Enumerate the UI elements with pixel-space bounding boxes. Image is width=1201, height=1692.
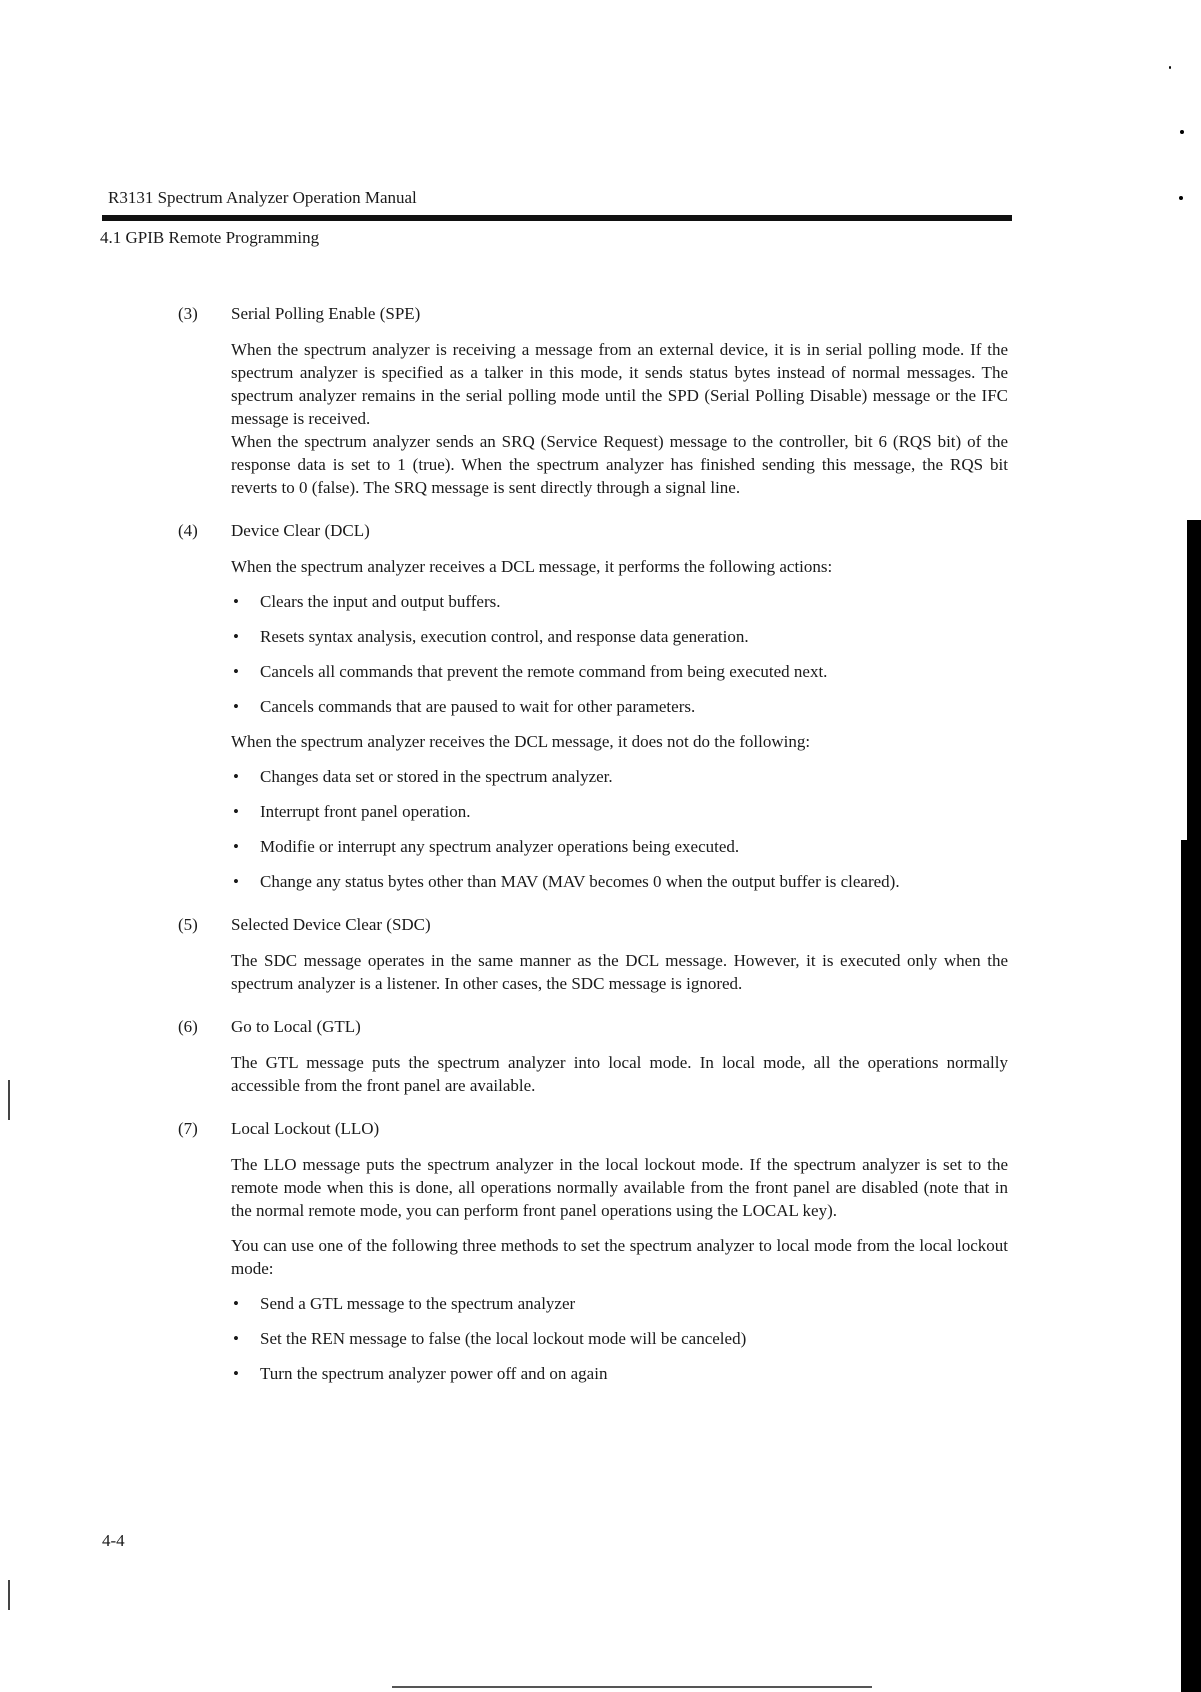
item-sdc — [178, 913, 1008, 995]
bullet-icon: • — [233, 697, 239, 716]
method-list — [231, 1292, 1008, 1385]
list-item-text: Modifie or interrupt any spectrum analyzer operations being executed. — [260, 837, 740, 856]
paragraph: You can use one of the following three methods to set the spectrum analyzer to local mode from the local lockout mode: — [231, 1236, 1008, 1278]
list-item — [231, 870, 1008, 893]
bullet-icon: • — [233, 1294, 239, 1313]
scan-speck — [1179, 196, 1183, 200]
list-item-text: Interrupt front panel operation. — [260, 802, 471, 821]
item-title: Go to Local (GTL) — [231, 1017, 361, 1036]
list-item-text: Resets syntax analysis, execution control, and response data generation. — [260, 627, 749, 646]
list-item — [231, 835, 1008, 858]
paragraph: The SDC message operates in the same manner as the DCL message. However, it is executed only when the spectrum analyzer is a listener. In other cases, the SDC message is ignored. — [231, 951, 1008, 993]
scan-left-mark — [8, 1580, 10, 1610]
list-item — [231, 800, 1008, 823]
item-llo — [178, 1117, 1008, 1385]
item-number: (3) — [178, 304, 198, 323]
item-gtl — [178, 1015, 1008, 1097]
scan-speck — [1169, 66, 1171, 69]
list-item — [231, 1327, 1008, 1350]
paragraph: When the spectrum analyzer receives a DCL message, it performs the following actions: — [231, 557, 833, 576]
page-number: 4-4 — [102, 1531, 125, 1550]
header-title: R3131 Spectrum Analyzer Operation Manual — [108, 188, 417, 207]
list-item-text: Clears the input and output buffers. — [260, 592, 501, 611]
list-item-text: Turn the spectrum analyzer power off and on again — [260, 1364, 608, 1383]
scan-edge-shadow — [1181, 840, 1201, 1692]
item-title: Selected Device Clear (SDC) — [231, 915, 431, 934]
paragraph: The LLO message puts the spectrum analyzer in the local lockout mode. If the spectrum analyzer is set to the remote mode when this is done, all operations normally available from the front panel are disabled (note that in the normal remote mode, you can perform front panel operations using the LOCAL key). — [231, 1155, 1008, 1220]
bullet-icon: • — [233, 592, 239, 611]
scan-left-mark — [8, 1080, 10, 1120]
item-spe — [178, 302, 1008, 499]
list-item — [231, 765, 1008, 788]
non-action-list — [231, 765, 1008, 893]
bullet-icon: • — [233, 662, 239, 681]
list-item — [231, 625, 1008, 648]
page-content — [178, 302, 1008, 1385]
action-list — [231, 590, 1008, 718]
section-title: 4.1 GPIB Remote Programming — [100, 228, 320, 247]
bullet-icon: • — [233, 872, 239, 891]
item-number: (6) — [178, 1017, 198, 1036]
paragraph: When the spectrum analyzer sends an SRQ (Service Request) message to the controller, bit 6 (RQS bit) of the response data is set to 1 (true). When the spectrum analyzer has finished sending this message, the RQS bit reverts to 0 (false). The SRQ message is sent directly through a signal line. — [231, 432, 1008, 497]
list-item-text: Change any status bytes other than MAV (MAV becomes 0 when the output buffer is cleared). — [260, 872, 900, 891]
item-title: Serial Polling Enable (SPE) — [231, 304, 421, 323]
list-item — [231, 590, 1008, 613]
list-item-text: Set the REN message to false (the local lockout mode will be canceled) — [260, 1329, 747, 1348]
item-title: Device Clear (DCL) — [231, 521, 370, 540]
list-item-text: Cancels commands that are paused to wait for other parameters. — [260, 697, 696, 716]
item-dcl — [178, 519, 1008, 893]
list-item-text: Cancels all commands that prevent the remote command from being executed next. — [260, 662, 828, 681]
bullet-icon: • — [233, 767, 239, 786]
bullet-icon: • — [233, 1364, 239, 1383]
paragraph: When the spectrum analyzer is receiving a message from an external device, it is in serial polling mode. If the spectrum analyzer is specified as a talker in this mode, it sends status bytes instead of normal messages. The spectrum analyzer remains in the serial polling mode until the SPD (Serial Polling Disable) message or the IFC message is received. — [231, 340, 1008, 428]
paragraph: The GTL message puts the spectrum analyzer into local mode. In local mode, all the operations normally accessible from the front panel are available. — [231, 1053, 1008, 1095]
bullet-icon: • — [233, 837, 239, 856]
item-number: (4) — [178, 521, 198, 540]
list-item — [231, 1292, 1008, 1315]
item-number: (5) — [178, 915, 198, 934]
list-item — [231, 660, 1008, 683]
list-item — [231, 695, 1008, 718]
list-item-text: Changes data set or stored in the spectrum analyzer. — [260, 767, 613, 786]
header-rule — [102, 215, 1012, 221]
scan-speck — [1180, 130, 1184, 134]
paragraph: When the spectrum analyzer receives the DCL message, it does not do the following: — [231, 732, 811, 751]
bullet-icon: • — [233, 1329, 239, 1348]
bullet-icon: • — [233, 802, 239, 821]
list-item-text: Send a GTL message to the spectrum analyzer — [260, 1294, 576, 1313]
scan-bottom-line — [392, 1686, 872, 1688]
item-number: (7) — [178, 1119, 198, 1138]
list-item — [231, 1362, 1008, 1385]
bullet-icon: • — [233, 627, 239, 646]
item-title: Local Lockout (LLO) — [231, 1119, 380, 1138]
